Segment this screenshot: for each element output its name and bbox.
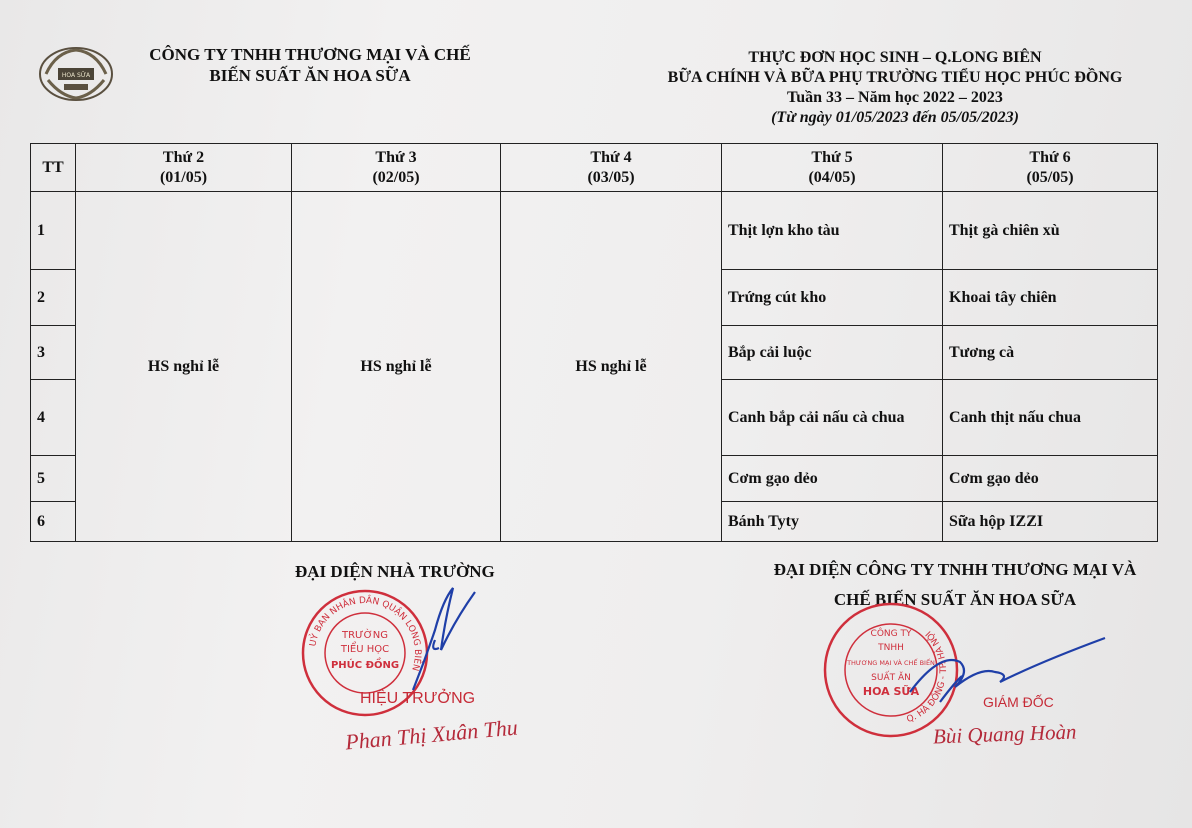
company-line-2: BIẾN SUẤT ĂN HOA SỮA (209, 66, 411, 85)
dish-thu6: Khoai tây chiên (943, 270, 1158, 326)
row-number: 3 (31, 326, 76, 380)
row-number: 4 (31, 380, 76, 456)
dish-thu5: Cơm gạo dẻo (722, 456, 943, 502)
dish-thu5: Bắp cải luộc (722, 326, 943, 380)
table-header-row (31, 144, 1158, 192)
day-header-thu2 (76, 144, 292, 192)
holiday-cell-thu4: HS nghỉ lễ (501, 192, 722, 542)
company-logo (36, 44, 116, 104)
company-rep-line2: CHẾ BIẾN SUẤT ĂN HOA SỮA (833, 590, 1077, 609)
company-stamp-line4: SUẤT ĂN (871, 673, 911, 683)
day-date: (01/05) (159, 168, 208, 186)
principal-signature (405, 580, 485, 700)
dish-thu5: Thịt lợn kho tàu (722, 192, 943, 270)
school-stamp-ring: UỶ BAN NHÂN DÂN QUẬN LONG BIÊN (308, 595, 423, 672)
holiday-cell-thu3: HS nghỉ lễ (292, 192, 501, 542)
day-name: Thứ 2 (162, 148, 205, 166)
row-number: 5 (31, 456, 76, 502)
day-date: (03/05) (587, 168, 635, 186)
company-stamp-line5: HOA SỮA (862, 685, 920, 698)
company-stamp-line1: CÔNG TY (870, 629, 912, 639)
day-date: (05/05) (1026, 168, 1074, 186)
company-stamp-line3: THƯƠNG MẠI VÀ CHẾ BIẾN (847, 659, 935, 667)
school-representative-title: ĐẠI DIỆN NHÀ TRƯỜNG (295, 562, 495, 581)
school-stamp-line2: TIỂU HỌC (340, 644, 390, 655)
row-number: 1 (31, 192, 76, 270)
school-stamp-line3: PHÚC ĐỒNG (330, 660, 400, 671)
dish-thu5: Bánh Tyty (722, 502, 943, 542)
title-line-1: THỰC ĐƠN HỌC SINH – Q.LONG BIÊN (748, 49, 1042, 66)
dish-thu5: Canh bắp cải nấu cà chua (722, 380, 943, 456)
day-header-thu6 (943, 144, 1158, 192)
day-date: (02/05) (372, 168, 420, 186)
logo-text: HOA SỮA (61, 72, 91, 79)
company-stamp-ring: Q. HÀ ĐÔNG - TP. HÀ NỘI (905, 628, 950, 726)
menu-title (610, 48, 1180, 128)
row-number: 2 (31, 270, 76, 326)
day-date: (04/05) (808, 168, 856, 186)
director-role: GIÁM ĐỐC (983, 694, 1054, 710)
table-row (31, 192, 1158, 270)
company-line-1: CÔNG TY TNHH THƯƠNG MẠI VÀ CHẾ (149, 45, 471, 64)
dish-thu6: Thịt gà chiên xù (943, 192, 1158, 270)
day-name: Thứ 6 (1029, 148, 1071, 166)
principal-name: Phan Thị Xuân Thu (344, 714, 519, 755)
director-name: Bùi Quang Hoàn (932, 719, 1077, 749)
dish-thu5: Trứng cút kho (722, 270, 943, 326)
company-name (130, 44, 490, 86)
company-rep-line1: ĐẠI DIỆN CÔNG TY TNHH THƯƠNG MẠI VÀ (773, 560, 1137, 579)
day-name: Thứ 4 (590, 148, 632, 166)
title-line-2: BỮA CHÍNH VÀ BỮA PHỤ TRƯỜNG TIỂU HỌC PHÚC ĐỒNG (667, 69, 1123, 86)
day-name: Thứ 5 (811, 148, 853, 166)
company-stamp-line2: TNHH (878, 643, 904, 653)
row-number: 6 (31, 502, 76, 542)
dish-thu6: Sữa hộp IZZI (943, 502, 1158, 542)
title-line-3: Tuần 33 – Năm học 2022 – 2023 (787, 89, 1003, 106)
menu-table (30, 143, 1158, 542)
day-name: Thứ 3 (375, 148, 417, 166)
day-header-thu5 (722, 144, 943, 192)
day-header-thu4 (501, 144, 722, 192)
day-header-thu3 (292, 144, 501, 192)
principal-role: HIỆU TRƯỞNG (360, 690, 476, 707)
dish-thu6: Tương cà (943, 326, 1158, 380)
holiday-cell-thu2: HS nghỉ lễ (76, 192, 292, 542)
school-stamp-line1: TRƯỜNG (342, 630, 388, 641)
title-line-4: (Từ ngày 01/05/2023 đến 05/05/2023) (771, 109, 1019, 126)
dish-thu6: Canh thịt nấu chua (943, 380, 1158, 456)
dish-thu6: Cơm gạo dẻo (943, 456, 1158, 502)
tt-header: TT (31, 144, 76, 192)
